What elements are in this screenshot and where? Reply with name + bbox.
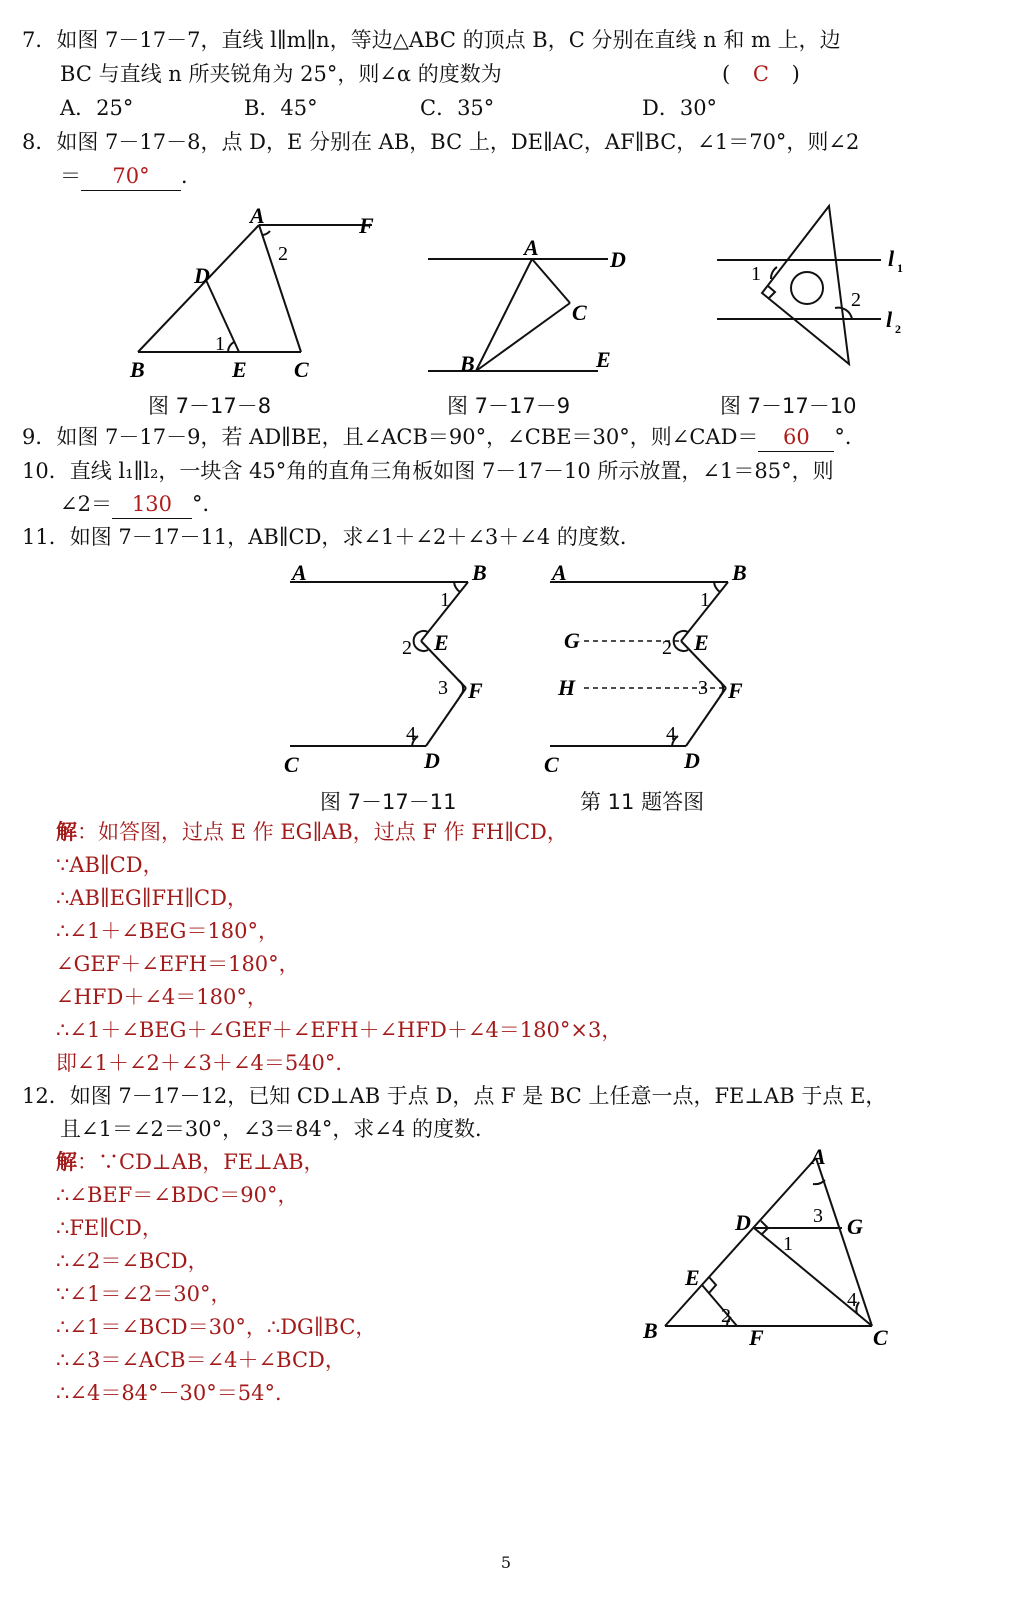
fig9-label-b: B: [460, 351, 475, 375]
fig10-label-l1: l: [888, 246, 895, 271]
fig8-angle-1: 1: [215, 333, 225, 355]
q12-solution-line-8: ∴∠4＝84°－30°＝54°．: [56, 1381, 296, 1405]
fig9-label-c: C: [572, 300, 587, 325]
fig11ans-angle-2: 2: [662, 637, 672, 659]
fig11ans-label-e: E: [694, 630, 709, 655]
q7-line2-text: BC 与直线 n 所夹锐角为 25°，则∠α 的度数为: [60, 62, 502, 86]
fig11ans-label-h: H: [558, 675, 576, 700]
fig12-label-c: C: [873, 1325, 888, 1350]
q8-prefix: ＝: [60, 164, 81, 188]
q7-option-d: D．30°: [642, 96, 718, 120]
fig12-angle-4: 4: [847, 1289, 857, 1311]
fig11-label-d: D: [424, 748, 440, 773]
q12-solution-text-1: ：∵CD⊥AB，FE⊥AB，: [77, 1150, 325, 1174]
fig12-label-d: D: [735, 1210, 751, 1235]
figure-7-17-9: [420, 225, 645, 375]
q12-solution-line-1: [56, 1148, 616, 1176]
q9-prefix: 9．如图 7－17－9，若 AD∥BE，且∠ACB＝90°，∠CBE＝30°，则∠CAD＝: [22, 425, 759, 449]
fig12-angle-3: 3: [813, 1205, 823, 1227]
fig8-label-e: E: [232, 357, 247, 380]
q11-solution-line-6: ∠HFD＋∠4＝180°，: [56, 985, 268, 1009]
q12-solution-line-7: ∴∠3＝∠ACB＝∠4＋∠BCD，: [56, 1348, 346, 1372]
fig11-label-e: E: [434, 630, 449, 655]
fig11-angle-4: 4: [406, 723, 416, 745]
q11-solution-line-2: ∵AB∥CD，: [56, 853, 164, 877]
q11-solution-text-1: ：如答图，过点 E 作 EG∥AB，过点 F 作 FH∥CD，: [77, 820, 568, 844]
fig11ans-caption: 第 11 题答图: [580, 790, 705, 814]
q11-line1: 11．如图 7－17－11，AB∥CD，求∠1＋∠2＋∠3＋∠4 的度数．: [22, 525, 641, 549]
fig8-label-b: B: [130, 357, 145, 380]
fig9-label-e: E: [596, 347, 611, 372]
q11-solution-line-4: ∴∠1＋∠BEG＝180°，: [56, 919, 280, 943]
fig12-label-e: E: [685, 1265, 700, 1290]
fig11ans-label-b: B: [732, 560, 747, 585]
q7-option-b: B．45°: [244, 96, 318, 120]
fig12-label-f: F: [749, 1325, 764, 1350]
page-number: 5: [500, 1553, 512, 1572]
fig10-label-l1-sub: 1: [897, 261, 903, 275]
q9-answer-blank: 60: [758, 423, 834, 452]
fig11ans-angle-4: 4: [666, 723, 676, 745]
q11-solution-label: 解: [56, 819, 77, 844]
q7-answer: C: [752, 62, 769, 86]
fig11ans-label-d: D: [684, 748, 700, 773]
fig11ans-label-a: A: [552, 560, 567, 585]
q11-solution-line-7: ∴∠1＋∠BEG＋∠GEF＋∠EFH＋∠HFD＋∠4＝180°×3，: [56, 1018, 623, 1042]
fig11-angle-3: 3: [438, 677, 448, 699]
q8-line2: [60, 162, 202, 191]
q11-solution-line-3: ∴AB∥EG∥FH∥CD，: [56, 886, 248, 910]
q8-suffix: ．: [181, 164, 202, 188]
figure-7-17-10: [705, 200, 920, 375]
fig12-label-b: B: [643, 1318, 658, 1343]
fig10-caption: 图 7－17－10: [720, 394, 857, 418]
q10-prefix: ∠2＝: [60, 492, 112, 516]
q9-suffix: °．: [834, 425, 866, 449]
q7-line1: 7．如图 7－17－7，直线 l∥m∥n，等边△ABC 的顶点 B，C 分别在直线 n 和 m 上，边: [22, 28, 841, 52]
fig12-label-g: G: [847, 1214, 863, 1239]
q11-solution-line-1: [56, 818, 1012, 846]
q12-solution-line-3: ∴FE∥CD，: [56, 1216, 163, 1240]
fig12-angle-1: 1: [783, 1233, 793, 1255]
fig10-label-l2: l: [886, 307, 893, 332]
q7-line2: [60, 60, 1012, 88]
fig11ans-angle-1: 1: [700, 589, 710, 611]
q7-paren-close: ): [791, 62, 800, 86]
fig8-label-d: D: [194, 263, 210, 288]
q11-solution-line-8: 即∠1＋∠2＋∠3＋∠4＝540°．: [56, 1051, 357, 1075]
q8-line1: 8．如图 7－17－8，点 D，E 分别在 AB，BC 上，DE∥AC，AF∥BC，∠1＝70°，则∠2: [22, 130, 860, 154]
fig8-angle-2: 2: [278, 243, 288, 265]
q8-answer-blank: 70°: [81, 162, 181, 191]
q12-line1: 12．如图 7－17－12，已知 CD⊥AB 于点 D，点 F 是 BC 上任意一点，FE⊥AB 于点 E，: [22, 1084, 887, 1108]
fig8-caption: 图 7－17－8: [148, 394, 272, 418]
fig8-label-f: F: [359, 213, 374, 238]
q7-option-a: A．25°: [60, 96, 134, 120]
q9-line: [22, 423, 1012, 452]
q7-answer-parens: [722, 60, 800, 88]
fig11-label-a: A: [292, 560, 307, 585]
figure-7-17-11: [278, 558, 508, 783]
fig11ans-label-f: F: [728, 678, 743, 703]
q7-option-c: C．35°: [420, 96, 495, 120]
fig11-label-b: B: [472, 560, 487, 585]
fig11ans-label-g: G: [564, 628, 580, 653]
fig9-label-d: D: [610, 247, 626, 272]
fig10-angle-2: 2: [851, 289, 861, 311]
q12-solution-line-4: ∴∠2＝∠BCD，: [56, 1249, 209, 1273]
fig11-label-f: F: [468, 678, 483, 703]
q10-suffix: °．: [191, 492, 224, 516]
q10-line2: [60, 490, 223, 519]
q12-solution-line-5: ∵∠1＝∠2＝30°，: [56, 1282, 232, 1306]
q11-solution-line-5: ∠GEF＋∠EFH＝180°，: [56, 952, 300, 976]
q12-solution-line-6: ∴∠1＝∠BCD＝30°，∴DG∥BC，: [56, 1315, 377, 1339]
q10-answer-blank: 130: [112, 490, 192, 519]
fig11ans-label-c: C: [544, 752, 559, 777]
fig12-label-a: A: [811, 1144, 826, 1169]
fig9-label-a: A: [524, 235, 539, 260]
q12-line2: 且∠1＝∠2＝30°，∠3＝84°，求∠4 的度数．: [60, 1117, 496, 1141]
fig11-angle-2: 2: [402, 637, 412, 659]
q7-paren-open: (: [722, 62, 731, 86]
q12-solution-label: 解: [56, 1149, 77, 1174]
fig10-label-l2-sub: 2: [895, 322, 901, 336]
q12-solution-line-2: ∴∠BEF＝∠BDC＝90°，: [56, 1183, 299, 1207]
fig8-label-a: A: [250, 205, 265, 228]
fig9-caption: 图 7－17－9: [447, 394, 571, 418]
figure-7-17-12: [635, 1142, 910, 1357]
fig11-caption: 图 7－17－11: [320, 790, 457, 814]
fig12-angle-2: 2: [721, 1305, 731, 1327]
figure-7-17-8: [120, 205, 390, 380]
figure-q11-answer: [538, 558, 768, 783]
fig11-label-c: C: [284, 752, 299, 777]
q10-line1: 10．直线 l₁∥l₂，一块含 45°角的直角三角板如图 7－17－10 所示放置，∠1＝85°，则: [22, 459, 834, 483]
fig10-angle-1: 1: [751, 263, 761, 285]
fig11ans-angle-3: 3: [698, 677, 708, 699]
fig8-label-c: C: [294, 357, 309, 380]
fig11-angle-1: 1: [440, 589, 450, 611]
